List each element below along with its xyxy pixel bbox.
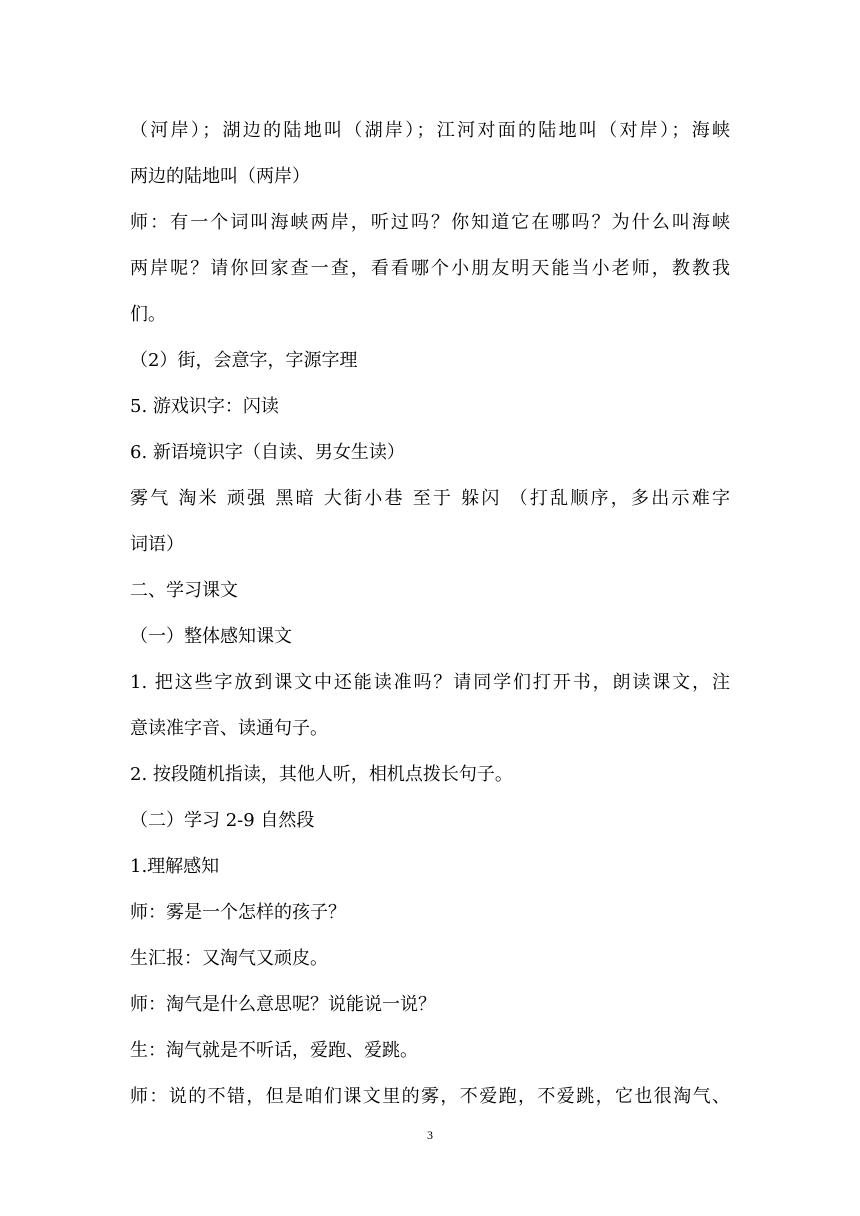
text-line: 雾气 淘米 顽强 黑暗 大街小巷 至于 躲闪 （打乱顺序，多出示难字 (130, 488, 730, 509)
text-line: 师：说的不错，但是咱们课文里的雾，不爱跑，不爱跳，它也很淘气、 (130, 1086, 730, 1107)
subsection-heading: （一）整体感知课文 (130, 626, 292, 647)
text-line: 们。 (130, 304, 166, 325)
text-line: 生汇报：又淘气又顽皮。 (130, 948, 328, 969)
text-line: 两岸呢？请你回家查一查，看看哪个小朋友明天能当小老师，教教我 (130, 258, 730, 279)
document-body (130, 108, 730, 1120)
text-line: （河岸）；湖边的陆地叫（湖岸）；江河对面的陆地叫（对岸）；海峡 (130, 120, 730, 141)
text-line: 师：雾是一个怎样的孩子？ (130, 902, 346, 923)
text-line: 5. 游戏识字：闪读 (130, 396, 279, 417)
section-heading: 二、学习课文 (130, 580, 238, 601)
text-line: 师：淘气是什么意思呢？说能说一说？ (130, 994, 436, 1015)
text-line: 6. 新语境识字（自读、男女生读） (130, 442, 405, 463)
subsection-heading: （二）学习 2-9 自然段 (130, 810, 315, 831)
page-number: 3 (427, 1128, 433, 1142)
text-line: （2）街，会意字，字源字理 (130, 350, 358, 371)
text-line: 师：有一个词叫海峡两岸，听过吗？你知道它在哪吗？为什么叫海峡 (130, 212, 730, 233)
text-line: 1.理解感知 (130, 856, 220, 877)
text-line: 两边的陆地叫（两岸） (130, 166, 310, 187)
text-line: 生：淘气就是不听话，爱跑、爱跳。 (130, 1040, 418, 1061)
text-line: 词语） (130, 534, 184, 555)
text-line: 2. 按段随机指读，其他人听，相机点拨长句子。 (130, 764, 513, 785)
text-line: 意读准字音、读通句子。 (130, 718, 328, 739)
text-line: 1. 把这些字放到课文中还能读准吗？请同学们打开书，朗读课文，注 (130, 672, 730, 693)
